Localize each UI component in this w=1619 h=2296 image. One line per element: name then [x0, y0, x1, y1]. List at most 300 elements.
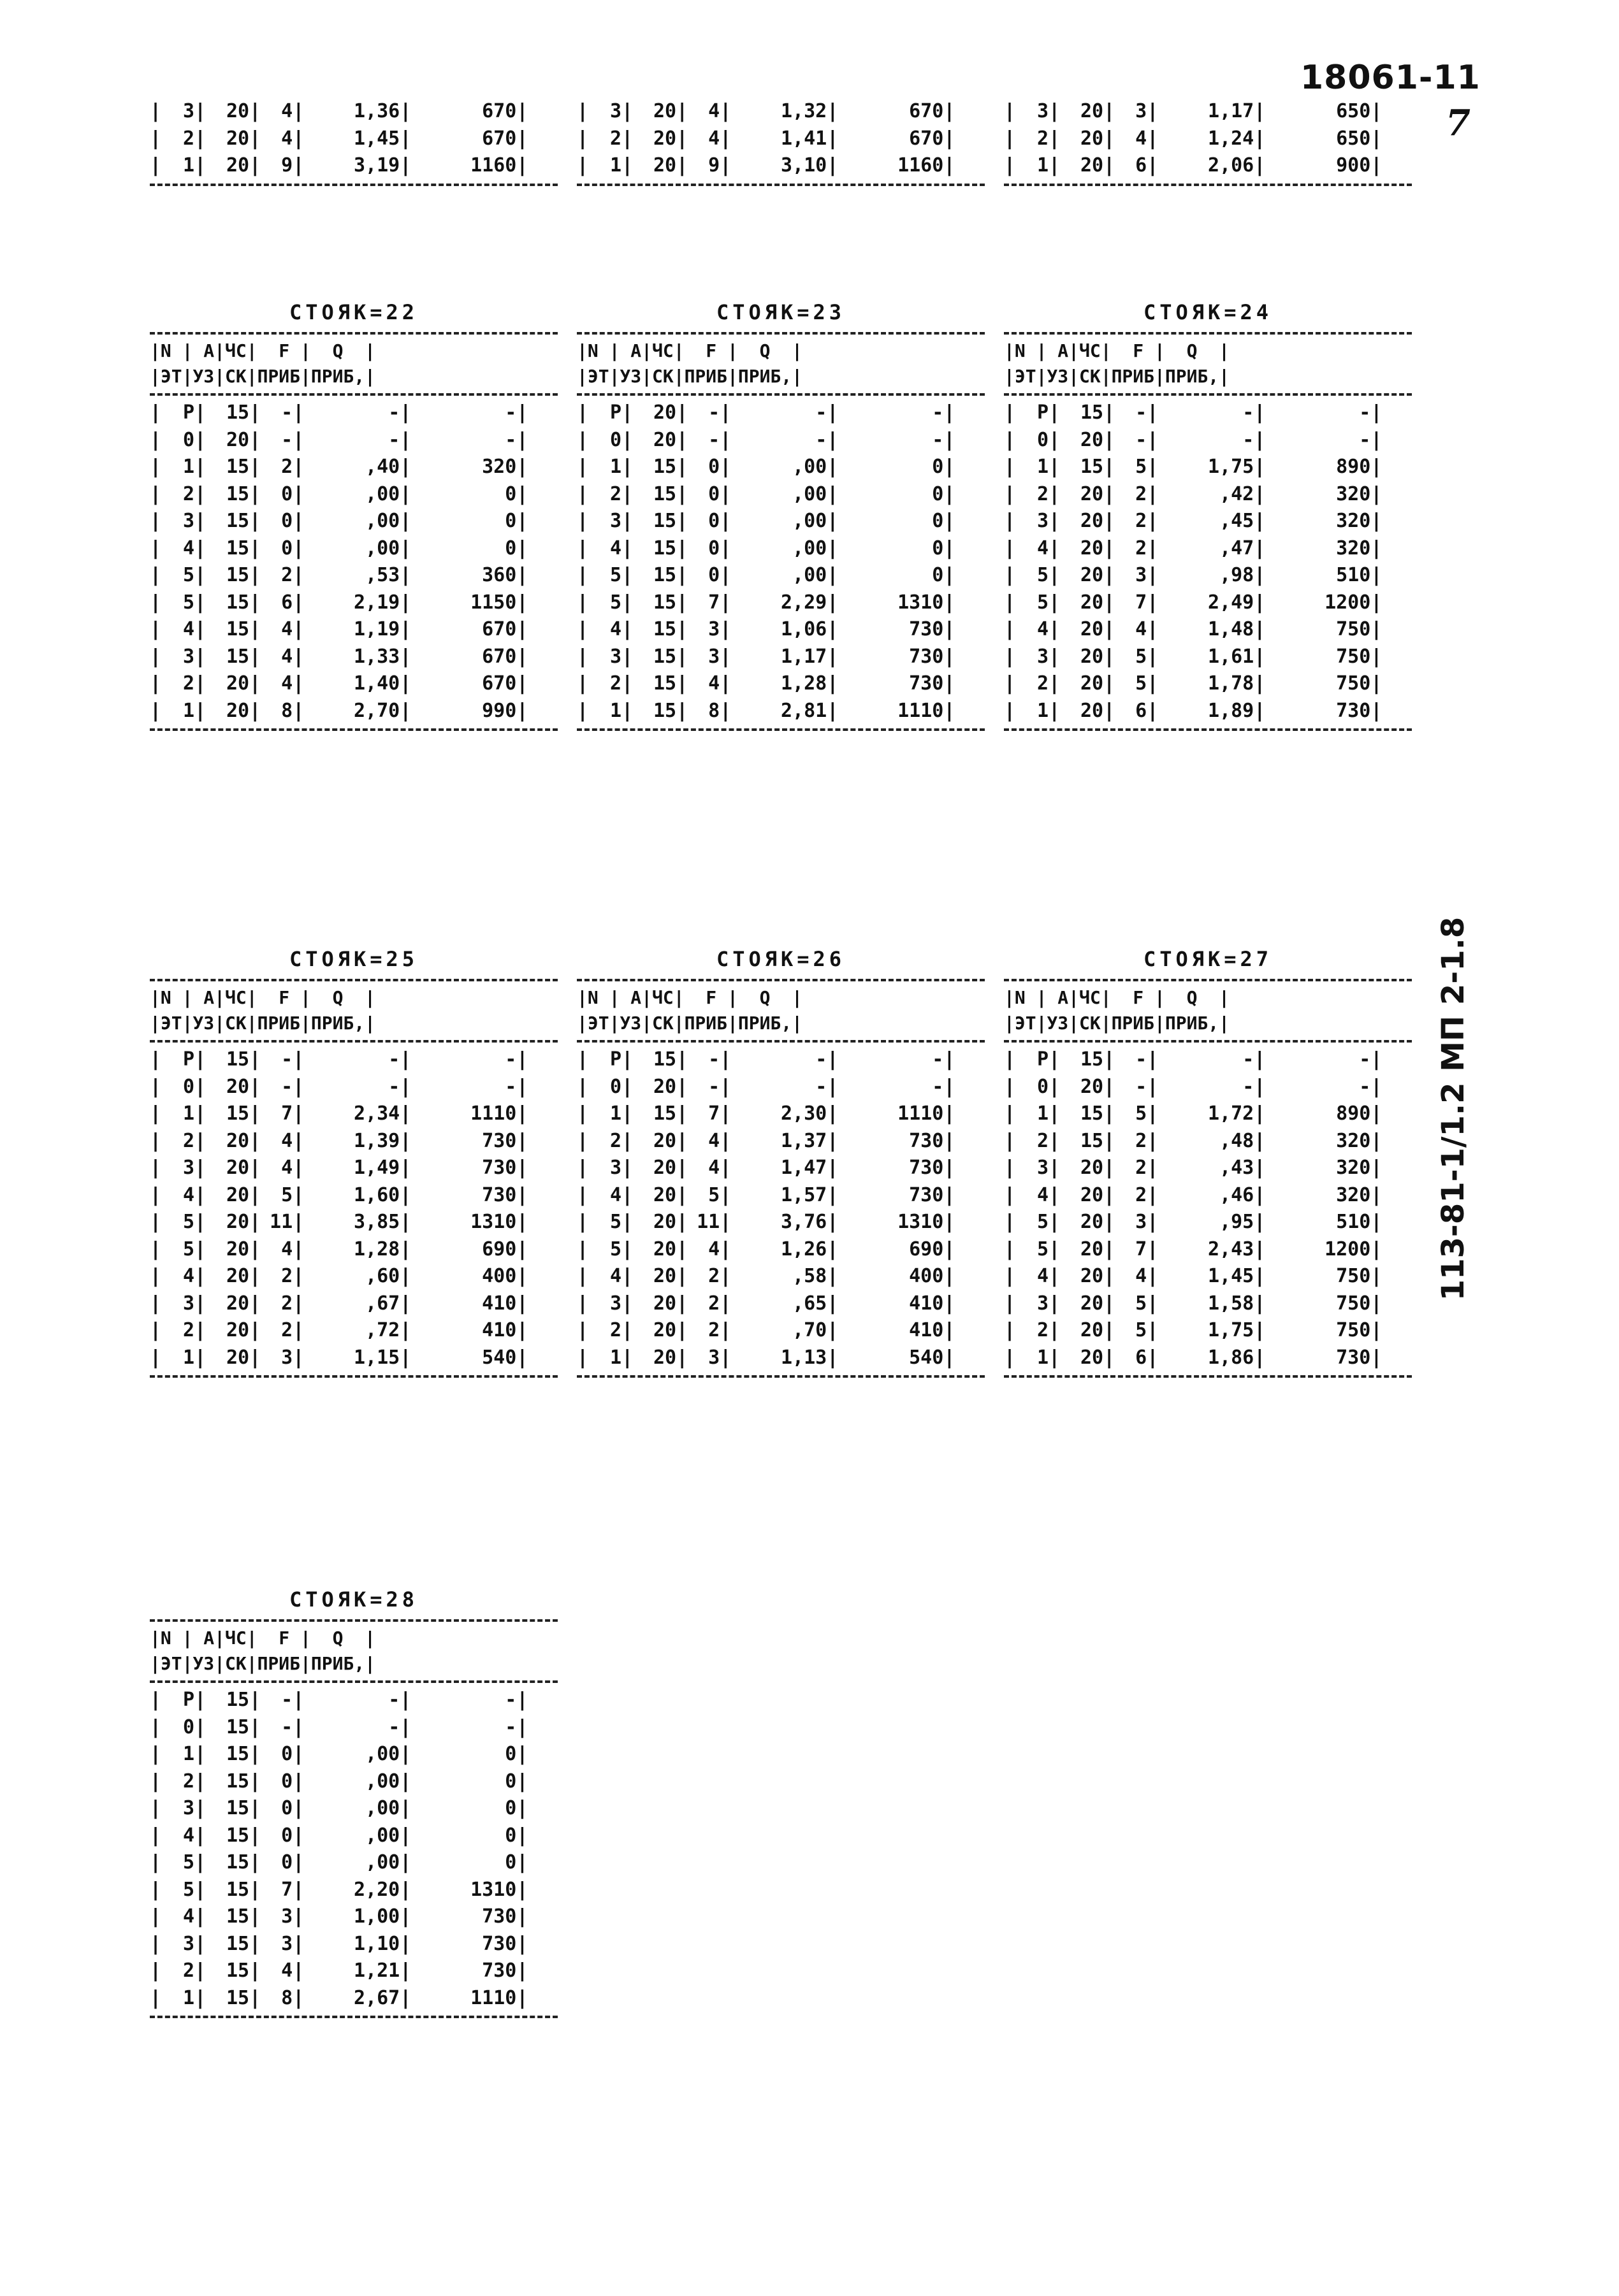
table-row [150, 1046, 558, 1074]
diameter-cell: 15 [226, 1960, 250, 1982]
cell-separator: | [150, 1183, 162, 1206]
cell-separator: | [1103, 1319, 1115, 1341]
cell-separator: | [621, 1346, 634, 1369]
table-row [577, 508, 985, 535]
divider [1004, 184, 1412, 186]
heat-cell: 750 [1336, 618, 1371, 640]
cell-separator: | [1370, 1238, 1383, 1260]
heat-cell: 320 [1336, 537, 1371, 560]
table-row [1004, 616, 1412, 644]
cell-separator: | [249, 1905, 261, 1928]
section-count-cell: 4 [708, 100, 720, 122]
table-title: СТОЯК=26 [716, 947, 846, 971]
cell-separator: | [293, 1743, 305, 1765]
diameter-cell: 20 [1080, 1319, 1104, 1341]
cell-separator: | [1004, 672, 1016, 695]
cell-separator: | [720, 591, 732, 614]
table-row [1004, 1182, 1412, 1209]
cell-separator: | [943, 1157, 955, 1179]
cell-separator: | [621, 456, 634, 478]
section-count-cell: 4 [281, 618, 293, 640]
area-cell: 1,15 [354, 1346, 400, 1369]
cell-separator: | [194, 1689, 207, 1711]
cell-separator: | [1103, 1129, 1115, 1152]
cell-separator: | [400, 1238, 412, 1260]
document-stamp: 18061-11 [1300, 59, 1481, 97]
table-row [577, 1074, 985, 1101]
area-cell: 3,10 [781, 154, 827, 177]
table-row [150, 670, 558, 698]
divider [577, 1375, 985, 1378]
cell-separator: | [943, 1265, 955, 1287]
cell-separator: | [194, 564, 207, 586]
cell-separator: | [150, 1932, 162, 1955]
cell-separator: | [516, 1986, 528, 2009]
table-row [1004, 562, 1412, 589]
section-count-cell: 0 [281, 510, 293, 532]
table-row [1004, 1209, 1412, 1236]
cell-separator: | [1004, 1129, 1016, 1152]
cell-separator: | [1103, 618, 1115, 640]
cell-separator: | [577, 591, 589, 614]
cell-separator: | [1147, 1211, 1159, 1233]
table-row [150, 1985, 558, 2012]
section-count-cell: 0 [281, 1743, 293, 1765]
cell-separator: | [400, 1183, 412, 1206]
cell-separator: | [194, 1986, 207, 2009]
section-count-cell: - [1135, 428, 1147, 451]
floor-cell: 0 [183, 1715, 195, 1738]
section-count-cell: 9 [708, 154, 720, 177]
cell-separator: | [400, 1102, 412, 1125]
table-row [1004, 400, 1412, 427]
diameter-cell: 15 [226, 456, 250, 478]
heat-cell: - [932, 428, 944, 451]
cell-separator: | [943, 456, 955, 478]
diameter-cell: 15 [1080, 1129, 1104, 1152]
table-row [150, 481, 558, 509]
diameter-cell: 20 [653, 1183, 677, 1206]
diameter-cell: 20 [226, 1292, 250, 1315]
cell-separator: | [676, 618, 688, 640]
floor-cell: 4 [1037, 618, 1049, 640]
diameter-cell: 20 [1080, 1346, 1104, 1369]
cell-separator: | [676, 127, 688, 150]
cell-separator: | [621, 1292, 634, 1315]
diameter-cell: 20 [653, 1265, 677, 1287]
cell-separator: | [150, 154, 162, 177]
cell-separator: | [293, 672, 305, 695]
cell-separator: | [249, 100, 261, 122]
cell-separator: | [827, 618, 839, 640]
cell-separator: | [1370, 1319, 1383, 1341]
area-cell: ,00 [792, 482, 827, 505]
area-cell: - [815, 401, 827, 424]
cell-separator: | [400, 1075, 412, 1098]
area-cell: 1,39 [354, 1129, 400, 1152]
cell-separator: | [1103, 456, 1115, 478]
floor-cell: 5 [1037, 564, 1049, 586]
cell-separator: | [194, 428, 207, 451]
floor-cell: 2 [1037, 482, 1049, 505]
cell-separator: | [577, 672, 589, 695]
divider [150, 332, 558, 335]
section-count-cell: 4 [708, 1157, 720, 1179]
cell-separator: | [400, 456, 412, 478]
cell-separator: | [194, 456, 207, 478]
area-cell: 1,86 [1208, 1346, 1254, 1369]
cell-separator: | [1147, 1346, 1159, 1369]
cell-separator: | [1254, 537, 1266, 560]
table-rows [577, 400, 985, 725]
cell-separator: | [720, 1183, 732, 1206]
cell-separator: | [194, 1905, 207, 1928]
cell-separator: | [577, 1211, 589, 1233]
heat-cell: 670 [482, 100, 517, 122]
cell-separator: | [400, 428, 412, 451]
diameter-cell: 20 [653, 1238, 677, 1260]
cell-separator: | [943, 645, 955, 668]
cell-separator: | [676, 1102, 688, 1125]
section-count-cell: 2 [708, 1319, 720, 1341]
heat-cell: 730 [482, 1932, 517, 1955]
heat-cell: 730 [909, 1129, 944, 1152]
divider [150, 1040, 558, 1043]
heat-cell: - [505, 401, 517, 424]
top-table-1 [150, 96, 558, 190]
cell-separator: | [1254, 1129, 1266, 1152]
section-count-cell: 0 [281, 537, 293, 560]
area-cell: 1,00 [354, 1905, 400, 1928]
cell-separator: | [150, 1986, 162, 2009]
heat-cell: - [932, 1075, 944, 1098]
heat-cell: 410 [482, 1319, 517, 1341]
cell-separator: | [150, 510, 162, 532]
cell-separator: | [293, 428, 305, 451]
table-row [150, 1128, 558, 1155]
cell-separator: | [249, 510, 261, 532]
cell-separator: | [1049, 645, 1061, 668]
floor-cell: 5 [183, 1238, 195, 1260]
cell-separator: | [720, 428, 732, 451]
cell-separator: | [720, 1075, 732, 1098]
table-row [577, 1155, 985, 1182]
cell-separator: | [1254, 127, 1266, 150]
cell-separator: | [516, 1878, 528, 1901]
cell-separator: | [943, 537, 955, 560]
cell-separator: | [249, 537, 261, 560]
heat-cell: 1110 [470, 1986, 517, 2009]
cell-separator: | [1103, 591, 1115, 614]
cell-separator: | [720, 1265, 732, 1287]
floor-cell: 5 [610, 1238, 622, 1260]
floor-cell: 4 [610, 618, 622, 640]
cell-separator: | [827, 482, 839, 505]
floor-cell: 3 [610, 510, 622, 532]
cell-separator: | [1254, 699, 1266, 722]
cell-separator: | [249, 1129, 261, 1152]
cell-separator: | [150, 1851, 162, 1874]
cell-separator: | [1103, 154, 1115, 177]
heat-cell: 510 [1336, 564, 1371, 586]
cell-separator: | [943, 510, 955, 532]
cell-separator: | [621, 1211, 634, 1233]
cell-separator: | [1147, 618, 1159, 640]
cell-separator: | [827, 1075, 839, 1098]
cell-separator: | [194, 1075, 207, 1098]
diameter-cell: 15 [653, 510, 677, 532]
cell-separator: | [827, 401, 839, 424]
area-cell: - [815, 428, 827, 451]
cell-separator: | [293, 154, 305, 177]
cell-separator: | [1004, 1183, 1016, 1206]
heat-cell: 690 [482, 1238, 517, 1260]
cell-separator: | [1103, 127, 1115, 150]
table-row [150, 1182, 558, 1209]
section-count-cell: 4 [281, 672, 293, 695]
diameter-cell: 20 [1080, 428, 1104, 451]
cell-separator: | [150, 1265, 162, 1287]
section-count-cell: - [281, 1048, 293, 1071]
floor-cell: 2 [610, 672, 622, 695]
cell-separator: | [676, 154, 688, 177]
cell-separator: | [400, 1346, 412, 1369]
section-count-cell: 8 [281, 1986, 293, 2009]
cell-separator: | [1004, 428, 1016, 451]
section-count-cell: 4 [708, 672, 720, 695]
diameter-cell: 20 [226, 1265, 250, 1287]
cell-separator: | [293, 1905, 305, 1928]
heat-cell: 320 [482, 456, 517, 478]
cell-separator: | [400, 1878, 412, 1901]
diameter-cell: 15 [226, 1715, 250, 1738]
section-count-cell: 8 [281, 699, 293, 722]
cell-separator: | [1147, 100, 1159, 122]
heat-cell: 0 [505, 1770, 517, 1793]
cell-separator: | [621, 618, 634, 640]
table-row [577, 1290, 985, 1318]
section-count-cell: 2 [708, 1292, 720, 1315]
area-cell: 2,19 [354, 591, 400, 614]
cell-separator: | [1254, 1102, 1266, 1125]
section-count-cell: 0 [708, 537, 720, 560]
area-cell: - [388, 1715, 400, 1738]
area-cell: 1,45 [1208, 1265, 1254, 1287]
floor-cell: 4 [610, 1265, 622, 1287]
heat-cell: 0 [505, 1797, 517, 1819]
cell-separator: | [249, 1292, 261, 1315]
cell-separator: | [249, 1346, 261, 1369]
heat-cell: 320 [1336, 510, 1371, 532]
diameter-cell: 15 [1080, 1102, 1104, 1125]
area-cell: ,00 [792, 510, 827, 532]
cell-separator: | [1004, 401, 1016, 424]
floor-cell: 0 [183, 1075, 195, 1098]
cell-separator: | [1049, 1075, 1061, 1098]
cell-separator: | [150, 591, 162, 614]
floor-cell: 1 [183, 699, 195, 722]
cell-separator: | [400, 1689, 412, 1711]
table-row [1004, 1236, 1412, 1264]
cell-separator: | [249, 1319, 261, 1341]
section-count-cell: 2 [1135, 1129, 1147, 1152]
cell-separator: | [1049, 510, 1061, 532]
diameter-cell: 15 [1080, 1048, 1104, 1071]
cell-separator: | [249, 1211, 261, 1233]
area-cell: 1,58 [1208, 1292, 1254, 1315]
section-count-cell: 5 [1135, 672, 1147, 695]
table-stoyak-22 [150, 296, 558, 735]
column-header-line-1: |N | A|ЧС| F | Q | [577, 340, 803, 361]
table-row [150, 1101, 558, 1128]
cell-separator: | [1147, 456, 1159, 478]
cell-separator: | [1147, 1075, 1159, 1098]
heat-cell: 890 [1336, 1102, 1371, 1125]
area-cell: ,47 [1219, 537, 1254, 560]
cell-separator: | [1370, 1346, 1383, 1369]
cell-separator: | [720, 1211, 732, 1233]
diameter-cell: 20 [1080, 591, 1104, 614]
floor-cell: 4 [183, 1183, 195, 1206]
floor-cell: 2 [183, 672, 195, 695]
cell-separator: | [150, 1824, 162, 1847]
section-count-cell: 4 [281, 1960, 293, 1982]
cell-separator: | [1147, 482, 1159, 505]
cell-separator: | [293, 1878, 305, 1901]
heat-cell: - [932, 1048, 944, 1071]
divider [577, 184, 985, 186]
table-title: СТОЯК=23 [716, 300, 846, 324]
cell-separator: | [676, 1129, 688, 1152]
section-count-cell: 2 [281, 1319, 293, 1341]
table-row [1004, 152, 1412, 180]
cell-separator: | [249, 618, 261, 640]
table-row [1004, 1128, 1412, 1155]
cell-separator: | [400, 1824, 412, 1847]
heat-cell: - [505, 1048, 517, 1071]
area-cell: 2,67 [354, 1986, 400, 2009]
table-row [150, 1931, 558, 1958]
area-cell: ,95 [1219, 1211, 1254, 1233]
diameter-cell: 20 [226, 428, 250, 451]
cell-separator: | [1049, 1211, 1061, 1233]
cell-separator: | [943, 1048, 955, 1071]
area-cell: ,00 [365, 1824, 400, 1847]
table-row [577, 481, 985, 509]
floor-cell: 5 [610, 564, 622, 586]
area-cell: ,72 [365, 1319, 400, 1341]
heat-cell: 320 [1336, 1157, 1371, 1179]
table-row [577, 400, 985, 427]
section-count-cell: 4 [281, 100, 293, 122]
area-cell: 2,20 [354, 1878, 400, 1901]
floor-cell: 3 [1037, 1292, 1049, 1315]
cell-separator: | [943, 428, 955, 451]
cell-separator: | [293, 1715, 305, 1738]
cell-separator: | [827, 1129, 839, 1152]
cell-separator: | [293, 100, 305, 122]
cell-separator: | [150, 564, 162, 586]
table-rows [577, 98, 985, 180]
area-cell: 2,29 [781, 591, 827, 614]
heat-cell: 730 [909, 618, 944, 640]
cell-separator: | [1103, 1075, 1115, 1098]
diameter-cell: 15 [226, 1743, 250, 1765]
cell-separator: | [621, 1157, 634, 1179]
cell-separator: | [676, 537, 688, 560]
cell-separator: | [194, 1770, 207, 1793]
floor-cell: 2 [610, 127, 622, 150]
cell-separator: | [194, 1743, 207, 1765]
heat-cell: - [505, 1715, 517, 1738]
column-header-line-2: |ЭТ|УЗ|СК|ПРИБ|ПРИБ,| [1004, 366, 1230, 387]
cell-separator: | [827, 1211, 839, 1233]
cell-separator: | [1049, 127, 1061, 150]
cell-separator: | [1004, 1075, 1016, 1098]
diameter-cell: 20 [1080, 1075, 1104, 1098]
area-cell: 1,17 [781, 645, 827, 668]
table-row [577, 1263, 985, 1290]
cell-separator: | [293, 1960, 305, 1982]
cell-separator: | [1004, 564, 1016, 586]
cell-separator: | [676, 1183, 688, 1206]
cell-separator: | [827, 591, 839, 614]
diameter-cell: 20 [653, 100, 677, 122]
heat-cell: 670 [482, 672, 517, 695]
heat-cell: - [1359, 1048, 1371, 1071]
heat-cell: 0 [505, 482, 517, 505]
table-row [150, 644, 558, 671]
cell-separator: | [720, 1292, 732, 1315]
cell-separator: | [293, 1075, 305, 1098]
cell-separator: | [1049, 1183, 1061, 1206]
cell-separator: | [516, 1851, 528, 1874]
cell-separator: | [1004, 1265, 1016, 1287]
section-count-cell: 4 [708, 1129, 720, 1152]
heat-cell: 540 [909, 1346, 944, 1369]
cell-separator: | [194, 510, 207, 532]
cell-separator: | [1049, 1319, 1061, 1341]
floor-cell: 3 [183, 1157, 195, 1179]
cell-separator: | [1049, 456, 1061, 478]
cell-separator: | [194, 1878, 207, 1901]
cell-separator: | [720, 1319, 732, 1341]
cell-separator: | [1004, 1211, 1016, 1233]
cell-separator: | [720, 100, 732, 122]
section-count-cell: 11 [697, 1211, 720, 1233]
cell-separator: | [676, 1048, 688, 1071]
area-cell: 1,75 [1208, 1319, 1254, 1341]
diameter-cell: 15 [653, 537, 677, 560]
cell-separator: | [1370, 1292, 1383, 1315]
cell-separator: | [194, 100, 207, 122]
cell-separator: | [577, 154, 589, 177]
cell-separator: | [621, 591, 634, 614]
table-row [577, 126, 985, 153]
cell-separator: | [249, 1157, 261, 1179]
area-cell: ,67 [365, 1292, 400, 1315]
floor-cell: 0 [610, 1075, 622, 1098]
cell-separator: | [1254, 645, 1266, 668]
diameter-cell: 15 [226, 537, 250, 560]
cell-separator: | [293, 1211, 305, 1233]
diameter-cell: 20 [653, 1075, 677, 1098]
diameter-cell: 20 [1080, 1211, 1104, 1233]
heat-cell: 0 [505, 510, 517, 532]
diameter-cell: 20 [226, 699, 250, 722]
cell-separator: | [1103, 1292, 1115, 1315]
cell-separator: | [516, 482, 528, 505]
